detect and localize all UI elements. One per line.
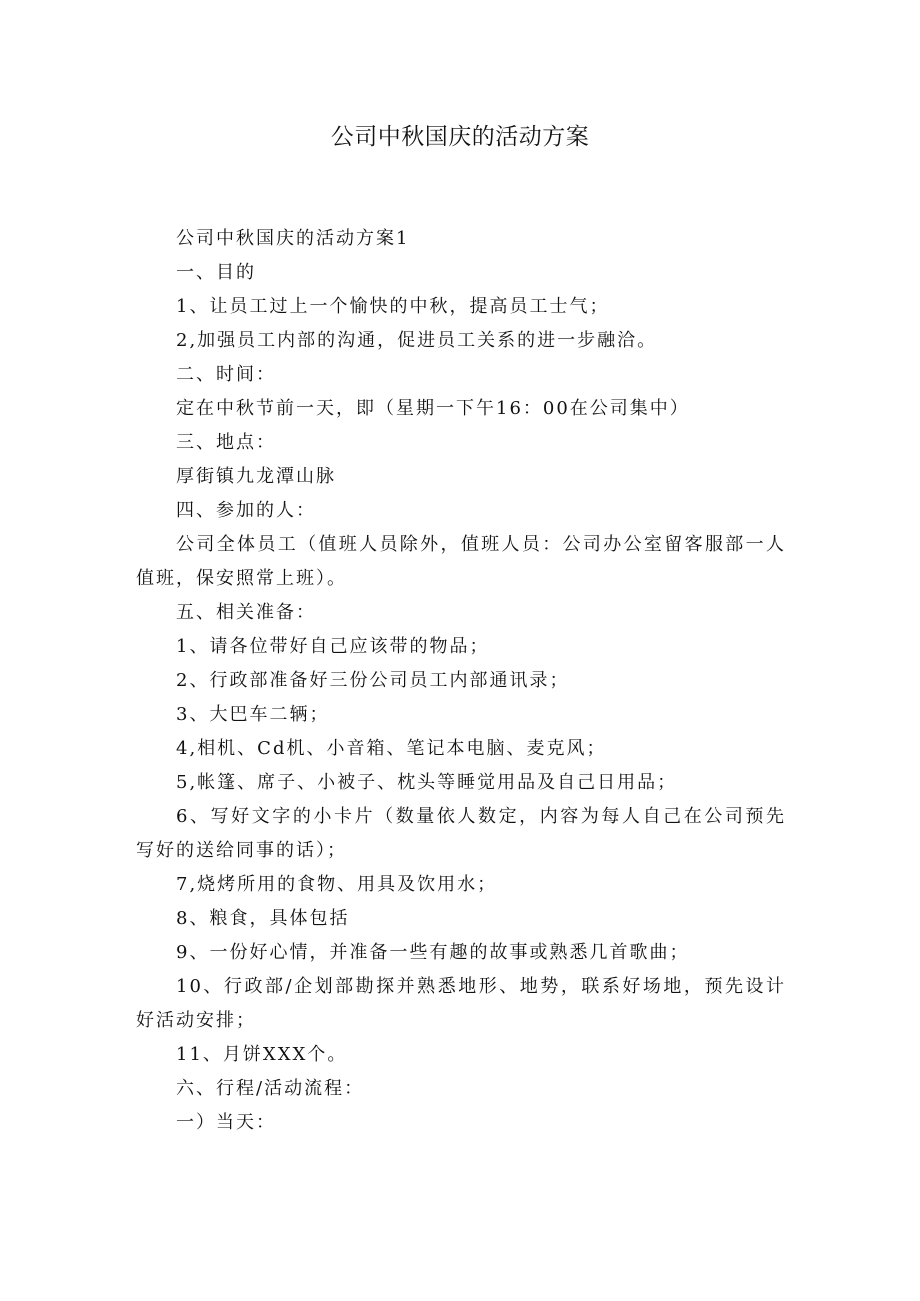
heading-itinerary: 六、行程/活动流程： <box>176 1078 365 1099</box>
prep-item-9: 9、一份好心情，并准备一些有趣的故事或熟悉几首歌曲； <box>176 942 690 963</box>
heading-participants: 四、参加的人： <box>176 500 316 521</box>
itinerary-day-1: 一）当天： <box>176 1112 276 1133</box>
prep-item-2: 2、行政部准备好三份公司员工内部通讯录； <box>176 670 570 691</box>
prep-item-11: 11、月饼XXX个。 <box>176 1044 348 1065</box>
purpose-item-1: 1、让员工过上一个愉快的中秋，提高员工士气； <box>176 296 610 317</box>
prep-item-7: 7,烧烤所用的食物、用具及饮用水； <box>176 874 498 895</box>
prep-item-1: 1、请各位带好自己应该带的物品； <box>176 636 490 657</box>
document-body <box>136 222 786 1140</box>
prep-item-6: 6、写好文字的小卡片（数量依人数定，内容为每人自己在公司预先写好的送给同事的话）； <box>136 806 786 861</box>
heading-time: 二、时间： <box>176 364 276 385</box>
section-heading: 公司中秋国庆的活动方案1 <box>176 228 410 249</box>
location-detail: 厚街镇九龙潭山脉 <box>176 466 336 487</box>
heading-location: 三、地点： <box>176 432 276 453</box>
prep-item-8: 8、粮食，具体包括 <box>176 908 350 929</box>
time-detail: 定在中秋节前一天，即（星期一下午16：00在公司集中） <box>176 398 690 419</box>
document-title: 公司中秋国庆的活动方案 <box>330 124 590 150</box>
prep-item-5: 5,帐篷、席子、小被子、枕头等睡觉用品及自己日用品； <box>176 772 678 793</box>
prep-item-4: 4,相机、Cd机、小音箱、笔记本电脑、麦克风； <box>176 738 607 759</box>
prep-item-3: 3、大巴车二辆； <box>176 704 330 725</box>
prep-item-10: 10、行政部/企划部勘探并熟悉地形、地势，联系好场地，预先设计好活动安排； <box>136 976 786 1031</box>
heading-purpose: 一、目的 <box>176 262 256 283</box>
participants-detail: 公司全体员工（值班人员除外，值班人员：公司办公室留客服部一人值班，保安照常上班）。 <box>136 534 786 589</box>
heading-preparation: 五、相关准备： <box>176 602 316 623</box>
purpose-item-2: 2,加强员工内部的沟通，促进员工关系的进一步融洽。 <box>176 330 658 351</box>
